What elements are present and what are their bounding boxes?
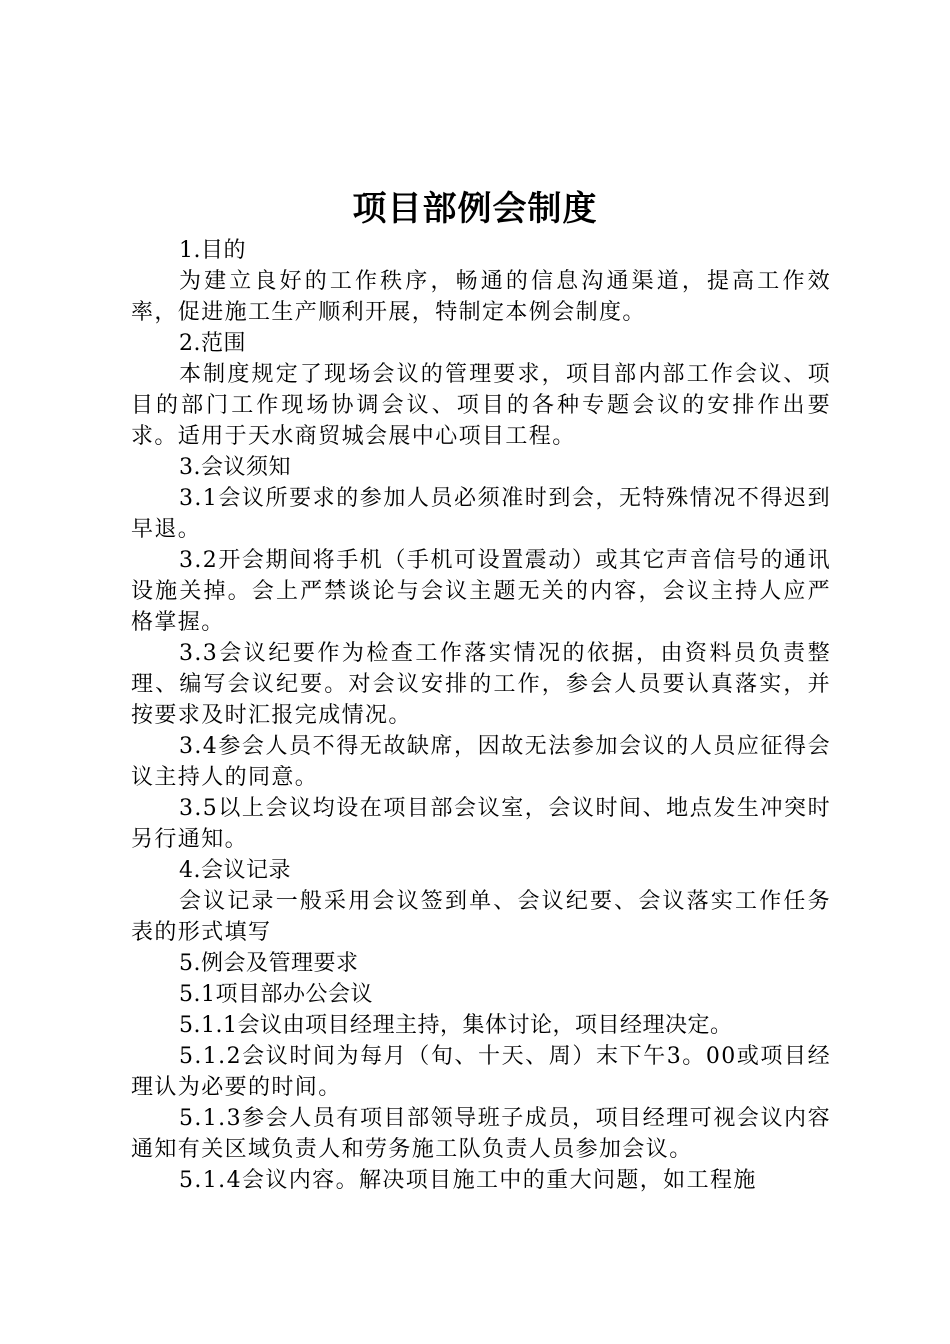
document-title: 项目部例会制度	[352, 189, 598, 229]
paragraph: 3.2开会期间将手机（手机可设置震动）或其它声音信号的通讯设施关掉。会上严禁谈论与会议主题无关的内容，会议主持人应严格掌握。	[131, 548, 831, 635]
paragraph: 3.4参会人员不得无故缺席，因故无法参加会议的人员应征得会议主持人的同意。	[131, 734, 831, 790]
paragraph: 3.3会议纪要作为检查工作落实情况的依据，由资料员负责整理、编写会议纪要。对会议安排的工作，参会人员要认真落实，并按要求及时汇报完成情况。	[131, 641, 831, 728]
paragraph: 3.1会议所要求的参加人员必须准时到会，无特殊情况不得迟到早退。	[131, 486, 831, 542]
paragraph: 会议记录一般采用会议签到单、会议纪要、会议落实工作任务表的形式填写	[131, 889, 831, 945]
paragraph: 5.1.2会议时间为每月（旬、十天、周）末下午3。00或项目经理认为必要的时间。	[131, 1044, 831, 1100]
section-heading: 5.例会及管理要求	[179, 951, 359, 976]
paragraph: 5.1.3参会人员有项目部领导班子成员，项目经理可视会议内容通知有关区域负责人和劳务施工队负责人员参加会议。	[131, 1106, 831, 1162]
paragraph: 3.5以上会议均设在项目部会议室，会议时间、地点发生冲突时另行通知。	[131, 796, 831, 852]
paragraph: 为建立良好的工作秩序，畅通的信息沟通渠道，提高工作效率，促进施工生产顺利开展，特制定本例会制度。	[131, 269, 831, 325]
section-heading: 1.目的	[179, 238, 246, 263]
section-heading: 3.会议须知	[179, 455, 291, 480]
document-body	[131, 235, 831, 1196]
subsection-heading: 5.1项目部办公会议	[179, 982, 373, 1007]
paragraph: 本制度规定了现场会议的管理要求，项目部内部工作会议、项目的部门工作现场协调会议、项目的各种专题会议的安排作出要求。适用于天水商贸城会展中心项目工程。	[131, 362, 831, 449]
section-heading: 2.范围	[179, 331, 246, 356]
paragraph: 5.1.1会议由项目经理主持，集体讨论，项目经理决定。	[179, 1013, 733, 1038]
section-heading: 4.会议记录	[179, 858, 291, 883]
paragraph: 5.1.4会议内容。解决项目施工中的重大问题，如工程施	[179, 1168, 757, 1193]
